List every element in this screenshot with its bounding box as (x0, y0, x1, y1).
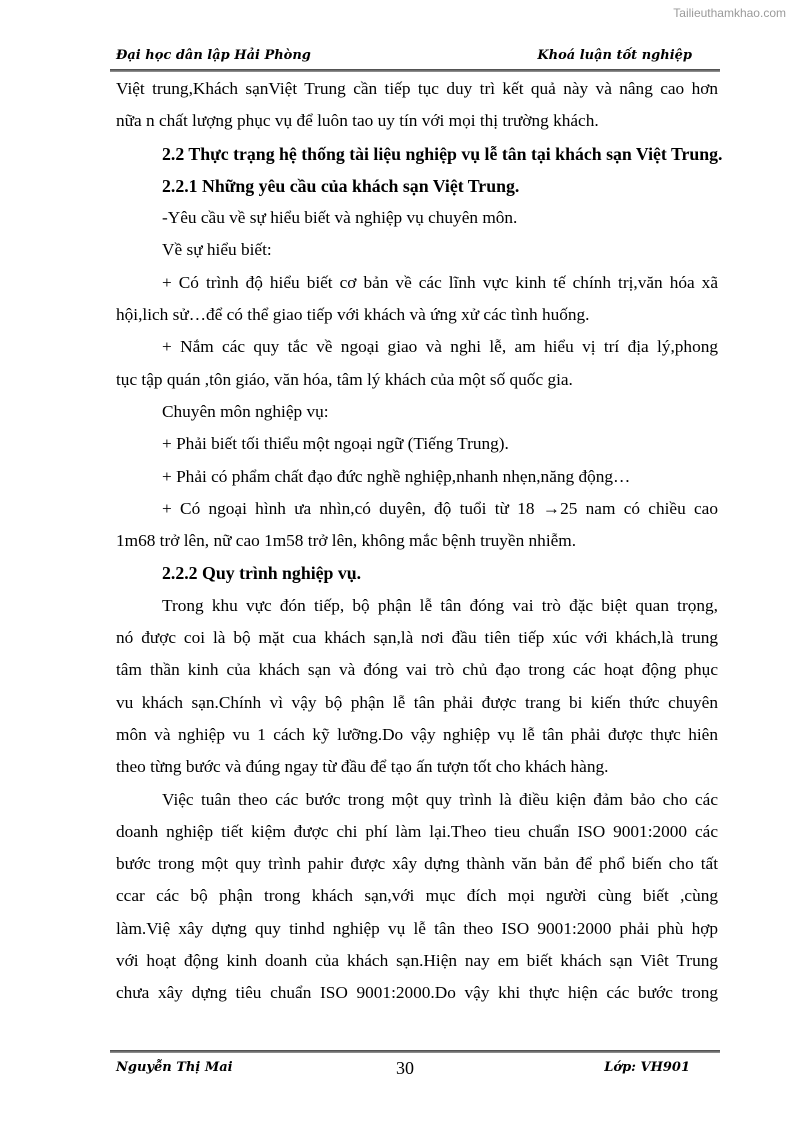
text-line: + Phải có phẩm chất đạo đức nghề nghiệp,nhanh nhẹn,năng động… (162, 466, 631, 486)
watermark: Tailieuthamkhao.com (673, 6, 786, 20)
footer-class: Lớp: VH901 (604, 1060, 690, 1075)
header-thesis: Khoá luận tốt nghiệp (537, 48, 692, 63)
text-line: doanh nghiệp tiết kiệm được chi phí làm lại.Theo tieu chuẩn ISO 9001:2000 các (116, 821, 718, 841)
text-line: nữa n chất lượng phục vụ để luôn tao uy tín với mọi thị trường khách. (116, 111, 599, 131)
text-line: nó được coi là bộ mặt cua khách sạn,là nơi đầu tiên tiếp xúc với khách,là trung (116, 628, 718, 648)
text-line: Việc tuân theo các bước trong một quy trình là điều kiện đảm bảo cho các (162, 789, 718, 809)
text-line: tục tập quán ,tôn giáo, văn hóa, tâm lý khách của một số quốc gia. (116, 369, 573, 389)
section-heading: 2.2.1 Những yêu cầu của khách sạn Việt Trung. (162, 175, 520, 196)
text-line: vu khách sạn.Chính vì vậy bộ phận lễ tân phải được trang bi kiến thức chuyên (116, 692, 718, 712)
section-heading: 2.2 Thực trạng hệ thống tài liệu nghiệp vụ lễ tân tại khách sạn Việt Trung. (162, 143, 723, 164)
page-number: 30 (396, 1058, 414, 1078)
page-header (116, 46, 720, 68)
text-line: Trong khu vực đón tiếp, bộ phận lễ tân đóng vai trò đặc biệt quan trọng, (162, 595, 718, 615)
text-line: + Có trình độ hiểu biết cơ bản về các lĩnh vực kinh tế chính trị,văn hóa xã (162, 272, 718, 292)
text-line: ccar các bộ phận trong khách sạn,với mục đích mọi người cùng biết ,cùng (116, 886, 718, 906)
document-body (116, 74, 723, 1011)
text-line: -Yêu cầu về sự hiểu biết và nghiệp vụ chuyên môn. (162, 208, 518, 228)
text-line: làm.Việ xây dựng quy tinhd nghiệp vụ lễ tân theo ISO 9001:2000 phải phù hợp (116, 918, 718, 938)
text-line: theo từng bước và đúng ngay từ đầu để tạo ấn tượn tốt cho khách hàng. (116, 757, 609, 777)
text-line: bước trong một quy trình pahir được xây dựng thành văn bản để phổ biến cho tất (116, 854, 718, 874)
text-line: tâm thần kinh của khách sạn và đóng vai trò chủ đạo trong các hoạt động phục (116, 660, 718, 680)
footer-rule (110, 1050, 720, 1053)
text-line: với hoạt động kinh doanh của khách sạn.Hiện nay em biết khách sạn Viêt Trung (116, 951, 718, 971)
page-footer (116, 1058, 706, 1080)
footer-author: Nguyễn Thị Mai (116, 1060, 233, 1075)
header-rule (110, 69, 720, 72)
text-line: + Phải biết tối thiểu một ngoại ngữ (Tiếng Trung). (162, 434, 509, 454)
text-line: Về sự hiểu biết: (162, 240, 272, 260)
text-line: môn và nghiệp vu 1 cách kỹ lưỡng.Do vậy nghiệp vụ lễ tân phải được thực hiên (116, 724, 718, 744)
text-line: hội,lich sử…để có thể giao tiếp với khách và ứng xử các tình huống. (116, 305, 590, 325)
text-line: Chuyên môn nghiệp vụ: (162, 401, 329, 421)
text-line: + Có ngoại hình ưa nhìn,có duyên, độ tuổi từ 18 →25 nam có chiều cao (162, 498, 718, 518)
section-heading: 2.2.2 Quy trình nghiệp vụ. (162, 563, 362, 584)
text-line: + Nắm các quy tắc về ngoại giao và nghi lễ, am hiểu vị trí địa lý,phong (162, 337, 718, 357)
text-line: 1m68 trở lên, nữ cao 1m58 trở lên, không mắc bệnh truyền nhiễm. (116, 531, 577, 551)
header-university: Đại học dân lập Hải Phòng (116, 48, 311, 63)
text-line: chưa xây dựng tiêu chuẩn ISO 9001:2000.Do vậy khi thực hiện các bước trong (116, 983, 718, 1003)
text-line: Việt trung,Khách sạnViệt Trung cần tiếp tục duy trì kết quả này và nâng cao hơn (116, 79, 718, 98)
